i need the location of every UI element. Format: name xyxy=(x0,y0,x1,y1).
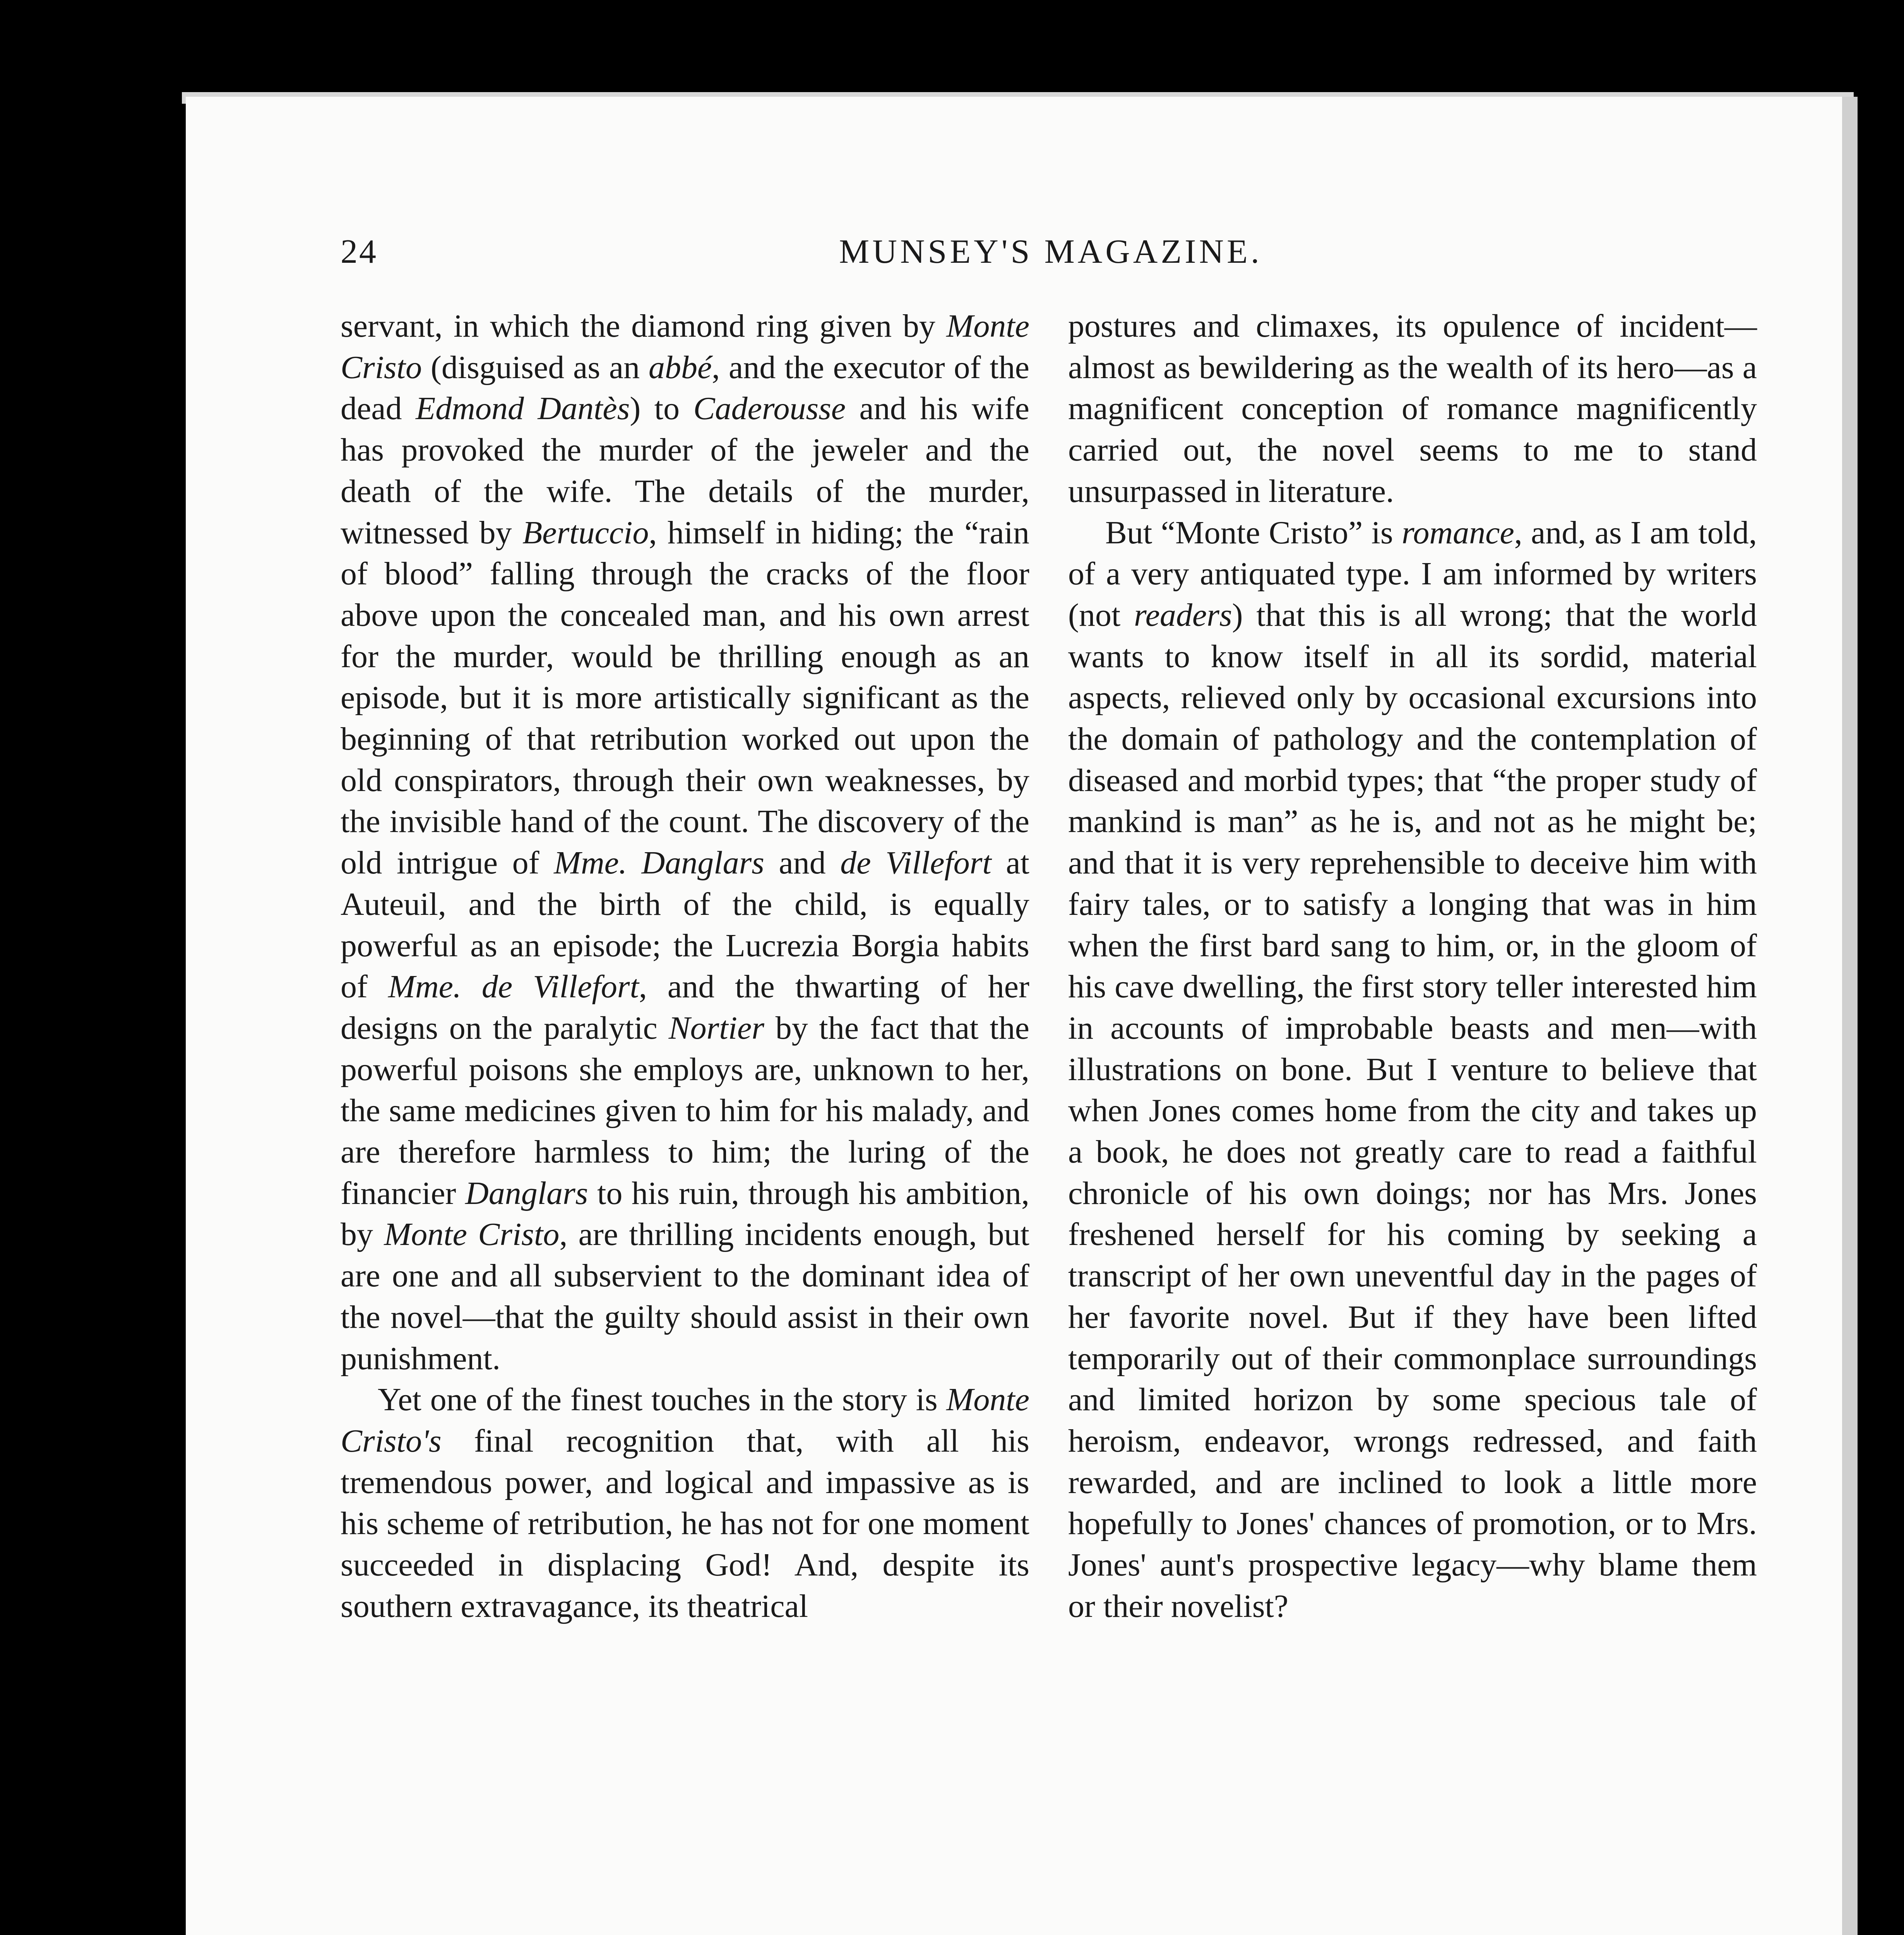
text-run: postures and climaxes, its opulence of incident—almost as bewildering as the wealth of its hero—as a magnificent conception of romance magnificently carried out, the novel seems to me to stand unsurpassed in literature. xyxy=(1068,308,1757,509)
italic-text: Mme. de Villefort xyxy=(388,969,639,1005)
right-column xyxy=(1068,306,1757,1627)
text-run: by the fact that the powerful poisons she employs are, unknown to her, the same medicines given to him for his malady, and are therefore harmless to him; the luring of the financier xyxy=(341,1010,1029,1211)
text-run: Yet one of the finest touches in the story is xyxy=(378,1382,947,1418)
italic-text: Nortier xyxy=(668,1010,764,1046)
text-run: to his ruin, through his ambition, by xyxy=(341,1175,1029,1253)
italic-text: Danglars xyxy=(465,1175,588,1211)
text-run: But “Monte Cristo” is xyxy=(1105,514,1402,551)
italic-text: Mme. Danglars xyxy=(554,845,764,881)
italic-text: romance xyxy=(1401,514,1514,551)
running-head xyxy=(341,232,1761,279)
text-run: at Auteuil, and the birth of the child, is equally powerful as an episode; the Lucrezia Borgia habits of xyxy=(341,845,1029,1005)
text-run: ) that this is all wrong; that the world wants to know itself in all its sordid, material aspects, relieved only by occasional excursions into the domain of pathology and the contemplation of diseased and morbid types; that “the proper study of mankind is man” as he is, and not as he might be; and that it is very reprehensible to deceive him with fairy tales, or to satisfy a longing that was in him when the first bard sang to him, or, in the gloom of his cave dwelling, the first story teller interested him in accounts of improbable beasts and men—with illustrations on bone. But I venture to believe that when Jones comes home from the city and takes up a book, he does not greatly care to read a faithful chronicle of his own doings; nor has Mrs. Jones freshened herself for his coming by seeking a transcript of her own uneventful day in the pages of her favorite novel. But if they have been lifted temporarily out of their commonplace surroundings and limited horizon by some specious tale of heroism, endeavor, wrongs redressed, and faith rewarded, and are inclined to look a little more hopefully to Jones' chances of promotion, or to Mrs. Jones' aunt's prospective legacy—why blame them or their novelist? xyxy=(1068,597,1757,1624)
italic-text: Caderousse xyxy=(693,390,846,427)
paragraph xyxy=(1068,306,1757,512)
text-run: , himself in hiding; the “rain of blood” falling through the cracks of the floor above upon the concealed man, and his own arrest for the murder, would be thrilling enough as an episode, but it is more artistically significant as the beginning of that retribution worked out upon the old conspirators, through their own weaknesses, by the invisible hand of the count. The discovery of the old intrigue of xyxy=(341,514,1029,881)
italic-text: Monte Cristo xyxy=(341,308,1029,385)
italic-text: Monte Cristo's xyxy=(341,1382,1029,1459)
text-run: servant, in which the diamond ring given by xyxy=(341,308,947,344)
italic-text: abbé xyxy=(648,349,712,385)
text-run: , and the executor of the dead xyxy=(341,349,1029,427)
text-run: and xyxy=(764,845,841,881)
text-run: , and the thwarting of her designs on the paralytic xyxy=(341,969,1029,1046)
text-run: , and, as I am told, of a very antiquated type. I am informed by writers (not xyxy=(1068,514,1757,633)
italic-text: de Villefort xyxy=(840,845,991,881)
text-run: ) to xyxy=(630,390,693,427)
text-run: final recognition that, with all his tremendous power, and logical and impassive as is his scheme of retribution, he has not for one moment succeeded in displacing God! And, despite its southern extravagance, its theatrical xyxy=(341,1423,1029,1624)
paragraph xyxy=(341,306,1029,1379)
text-run: and his wife has provoked the murder of the jeweler and the death of the wife. The details of the murder, witnessed by xyxy=(341,390,1029,551)
page-edge-right xyxy=(1842,97,1858,1935)
page-number: 24 xyxy=(341,233,378,271)
text-run: , are thrilling incidents enough, but are one and all subservient to the dominant idea of the novel—that the guilty should assist in their own punishment. xyxy=(341,1216,1030,1377)
left-column xyxy=(341,306,1029,1627)
italic-text: readers xyxy=(1134,597,1232,633)
italic-text: Monte Cristo xyxy=(384,1216,560,1253)
text-run: (disguised as an xyxy=(422,349,649,385)
magazine-title: MUNSEY'S MAGAZINE. xyxy=(839,233,1262,271)
paragraph xyxy=(1068,512,1757,1627)
paragraph xyxy=(341,1379,1029,1627)
italic-text: Bertuccio xyxy=(522,514,649,551)
italic-text: Edmond Dantès xyxy=(416,390,630,427)
